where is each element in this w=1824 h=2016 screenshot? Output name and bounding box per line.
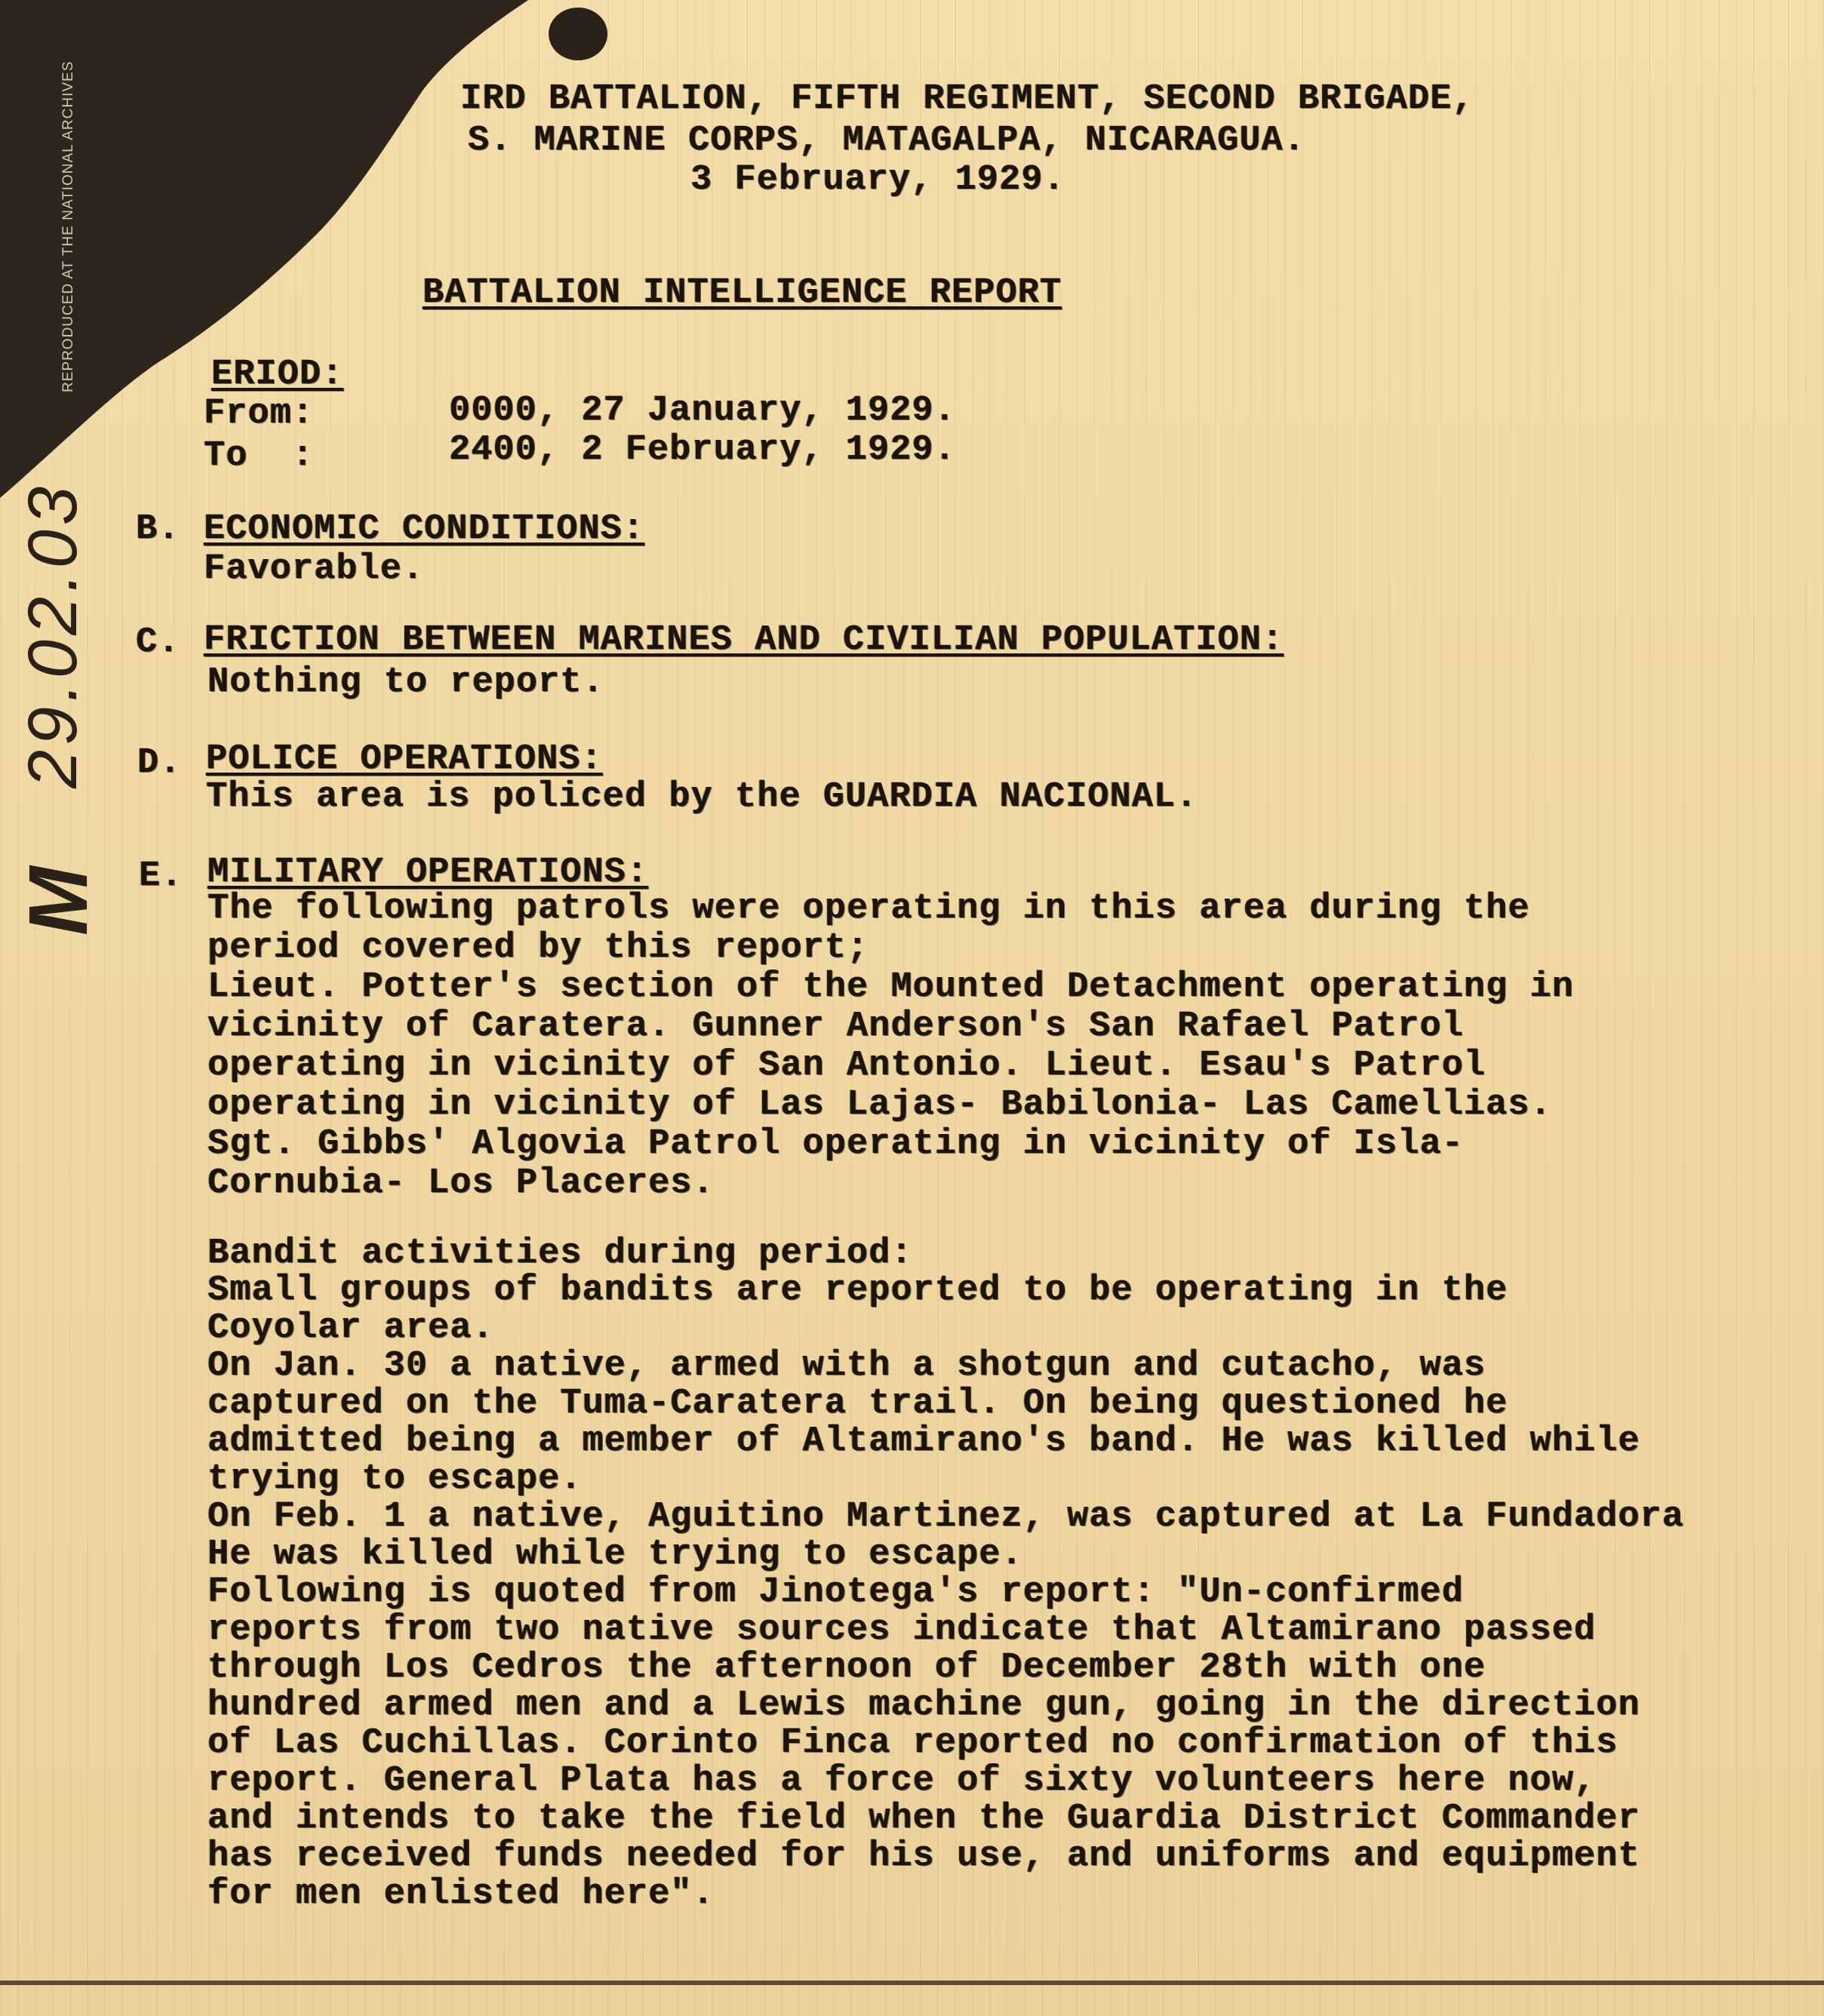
section-c-heading: FRICTION BETWEEN MARINES AND CIVILIAN POPULATION:	[204, 620, 1284, 660]
period-to-value: 2400, 2 February, 1929.	[449, 430, 956, 470]
section-e-line: operating in vicinity of San Antonio. Lieut. Esau's Patrol	[208, 1046, 1486, 1086]
bandit-line: of Las Cuchillas. Corinto Finca reported no confirmation of this	[208, 1723, 1619, 1763]
bandit-line: has received funds needed for his use, and uniforms and equipment	[208, 1836, 1641, 1876]
section-b-body: Favorable.	[204, 549, 425, 589]
header-line-1: IRD BATTALION, FIFTH REGIMENT, SECOND BRIGADE,	[460, 79, 1475, 119]
section-e-line: Lieut. Potter's section of the Mounted Detachment operating in	[208, 967, 1574, 1007]
section-e-heading: MILITARY OPERATIONS:	[208, 853, 649, 893]
section-e-letter: E.	[139, 856, 183, 896]
section-e-line: period covered by this report;	[208, 928, 869, 968]
report-title: BATTALION INTELLIGENCE REPORT	[423, 273, 1062, 313]
handwritten-date: 29.02.03	[14, 481, 91, 788]
bandit-line: admitted being a member of Altamirano's band. He was killed while	[208, 1421, 1641, 1461]
bandit-line: hundred armed men and a Lewis machine gun, going in the direction	[208, 1686, 1641, 1726]
bandit-line: He was killed while trying to escape.	[208, 1535, 1023, 1575]
bandit-heading: Bandit activities during period:	[208, 1234, 913, 1274]
period-from-value: 0000, 27 January, 1929.	[449, 391, 956, 431]
punch-hole	[549, 8, 607, 60]
handwritten-mark: M	[12, 866, 105, 936]
bandit-line: On Jan. 30 a native, armed with a shotgun and cutacho, was	[208, 1346, 1486, 1386]
bandit-line: for men enlisted here".	[208, 1874, 715, 1914]
section-e-line: Cornubia- Los Placeres.	[208, 1163, 715, 1203]
bandit-line: and intends to take the field when the Guardia District Commander	[208, 1799, 1641, 1839]
bandit-line: Small groups of bandits are reported to be operating in the	[208, 1271, 1509, 1311]
archive-stamp: REPRODUCED AT THE NATIONAL ARCHIVES	[60, 60, 76, 392]
bandit-line: captured on the Tuma-Caratera trail. On being questioned he	[208, 1384, 1509, 1424]
section-d-letter: D.	[137, 743, 182, 783]
section-d-body: This area is policed by the GUARDIA NACIONAL.	[206, 777, 1198, 817]
bandit-line: reports from two native sources indicate that Altamirano passed	[208, 1610, 1596, 1650]
section-e-line: Sgt. Gibbs' Algovia Patrol operating in vicinity of Isla-	[208, 1124, 1464, 1164]
period-from-label: From:	[204, 394, 315, 434]
bandit-line: Following is quoted from Jinotega's report: "Un-confirmed	[208, 1572, 1464, 1612]
section-e-line: vicinity of Caratera. Gunner Anderson's San Rafael Patrol	[208, 1006, 1464, 1046]
bandit-line: report. General Plata has a force of sixty volunteers here now,	[208, 1761, 1596, 1801]
bandit-line: through Los Cedros the afternoon of December 28th with one	[208, 1648, 1486, 1688]
section-e-line: operating in vicinity of Las Lajas- Babilonia- Las Camellias.	[208, 1085, 1552, 1125]
page-bottom-edge	[0, 1981, 1824, 1985]
header-line-2: S. MARINE CORPS, MATAGALPA, NICARAGUA.	[468, 121, 1306, 161]
section-d-heading: POLICE OPERATIONS:	[206, 739, 603, 779]
section-e-line: The following patrols were operating in this area during the	[208, 889, 1530, 929]
period-to-label: To :	[204, 436, 315, 476]
period-label: ERIOD:	[211, 355, 344, 395]
section-c-body: Nothing to report.	[208, 662, 604, 702]
section-c-letter: C.	[136, 622, 180, 662]
section-b-letter: B.	[136, 509, 180, 549]
section-b-heading: ECONOMIC CONDITIONS:	[204, 509, 645, 549]
bandit-line: Coyolar area.	[208, 1308, 494, 1348]
bandit-line: trying to escape.	[208, 1459, 583, 1499]
header-date: 3 February, 1929.	[691, 160, 1066, 200]
bandit-line: On Feb. 1 a native, Aguitino Martinez, was captured at La Fundadora	[208, 1497, 1684, 1537]
